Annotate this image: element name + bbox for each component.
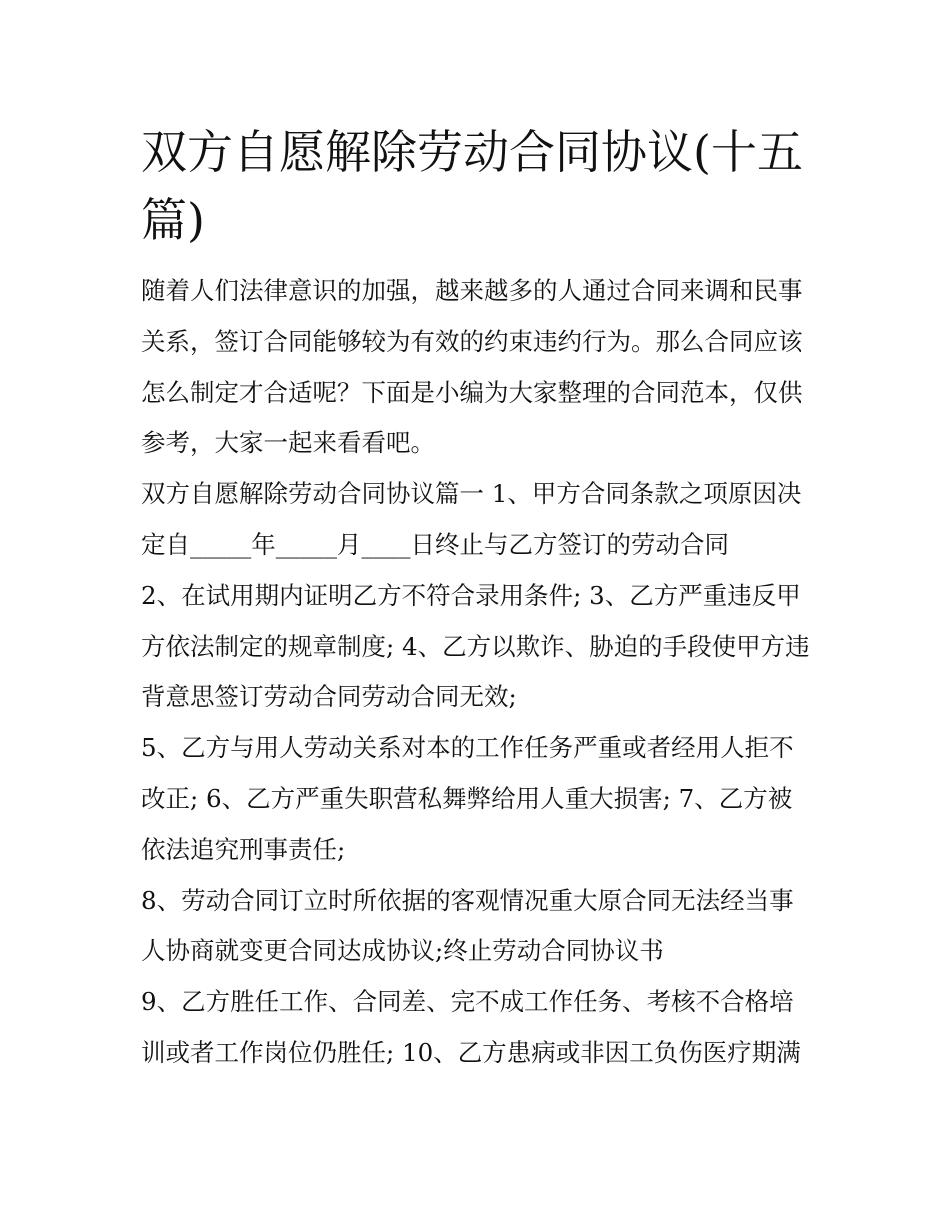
paragraph-clauses-5-7: 5、乙方与用人劳动关系对本的工作任务严重或者经用人拒不改正; 6、乙方严重失职营私舞弊给用人重大损害; 7、乙方被依法追究刑事责任;: [141, 733, 794, 864]
paragraph-intro: 随着人们法律意识的加强，越来越多的人通过合同来调和民事关系，签订合同能够较为有效的约束违约行为。那么合同应该怎么制定才合适呢？下面是小编为大家整理的合同范本，仅供参考，大家一起来看看吧。: [141, 276, 803, 458]
document-title: 双方自愿解除劳动合同协议(十五篇): [141, 125, 803, 247]
document-body: [141, 118, 813, 1079]
paragraph-clauses-9-10: 9、乙方胜任工作、合同差、完不成工作任务、考核不合格培训或者工作岗位仍胜任; 10、乙方患病或非因工负伤医疗期满: [141, 987, 801, 1067]
paragraph-clauses-2-4: 2、在试用期内证明乙方不符合录用条件; 3、乙方严重违反甲方依法制定的规章制度; 4、乙方以欺诈、胁迫的手段使甲方违背意思签订劳动合同劳动合同无效;: [141, 580, 810, 712]
paragraph-clause-1: 双方自愿解除劳动合同协议篇一 1、甲方合同条款之项原因决定自_____年_____月____日终止与乙方签订的劳动合同: [141, 479, 802, 559]
paragraph-clause-8: 8、劳动合同订立时所依据的客观情况重大原合同无法经当事人协商就变更合同达成协议;终止劳动合同协议书: [141, 885, 794, 966]
